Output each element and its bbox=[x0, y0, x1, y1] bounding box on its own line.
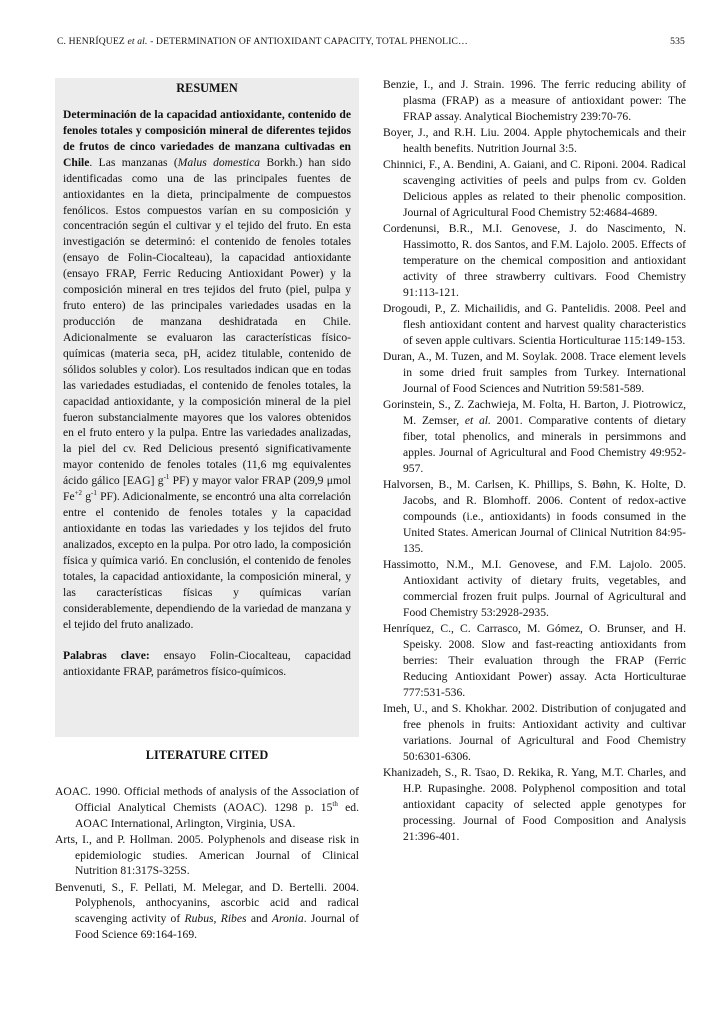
reference-item: Henríquez, C., C. Carrasco, M. Gómez, O. Brunser, and H. Speisky. 2008. Slow and fast-reacting antioxidants from berries: Their evaluation through the FRAP (Ferric Reducing Antioxidant Power) assay. Acta Horticulturae 777:531-536. bbox=[383, 622, 686, 699]
abstract-heading: RESUMEN bbox=[176, 81, 238, 95]
reference-text: 2001. Comparative contents of dietary fiber, total phenolics, and minerals in persimmons and apples. Journal of Agricultural and Food Chemistry 49:952-957. bbox=[403, 414, 686, 476]
abstract-text: g bbox=[82, 490, 92, 504]
reference-text: and bbox=[246, 912, 272, 926]
reference-item: Drogoudi, P., Z. Michailidis, and G. Pantelidis. 2008. Peel and flesh antioxidant content and harvest quality characteristics of seven apple cultivars. Scientia Horticulturae 115:149-153. bbox=[383, 302, 686, 348]
reference-item: Imeh, U., and S. Khokhar. 2002. Distribution of conjugated and free phenols in fruits: Antioxidant activity and cultivar variations. Journal of Agricultural and Food Chemistry 50:6301-6306. bbox=[383, 702, 686, 763]
reference-text: ed. AOAC International, Arlington, Virginia, USA. bbox=[75, 800, 359, 830]
reference-text: . Journal of Food Science 69:164-169. bbox=[75, 912, 360, 942]
reference-item bbox=[55, 784, 359, 831]
abstract-species: Malus domestica bbox=[177, 155, 261, 169]
abstract-text: Borkh.) han sido identificadas como una de las principales fuentes de antioxidantes en la dieta, principalmente de compuestos fenólicos. Estos compuestos varían en su composición y concentración según el cultivar y el tejido del fruto. En esta investigación se determinó: el contenido de fenoles totales (ensayo de Folin-Ciocalteau), la capacidad antioxidante (ensayo FRAP, Ferric Reducing Antioxidant Power) y la composición mineral en tres tejidos del fruto (piel, pulpa y fruto entero) de las principales variedades usadas en la producción de manzana deshidratada en Chile. Adicionalmente se evaluaron las características físico-químicas (materia seca, pH, acidez titulable, contenido de sólidos solubles y color). Los resultados indican que en todas las variedades estudiadas, el contenido de fenoles totales, la capacidad antioxidante, y la composición mineral de la piel fueron substancialmente mayores que los valores obtenidos en el fruto entero y la pulpa. Entre las variedades analizadas, la piel del cv. Red Delicious presentó significativamente mayor contenido de fenoles totales (11,6 mg equivalentes ácido gálico [EAG] g bbox=[63, 155, 351, 488]
keywords-label: Palabras clave: bbox=[63, 649, 150, 663]
abstract-superscript: -1 bbox=[91, 489, 97, 498]
reference-item: Hassimotto, N.M., M.I. Genovese, and F.M. Lajolo. 2005. Antioxidant activity of dietary fruits, vegetables, and commercial frozen fruit pulps. Journal of Agricultural and Food Chemistry 53:2928-2935. bbox=[383, 558, 686, 620]
reference-item: Chinnici, F., A. Bendini, A. Gaiani, and C. Riponi. 2004. Radical scavenging activities of peels and pulps from cv. Golden Delicious apples as related to their phenolic composition. Journal of Agricultural Food Chemistry 52:4684-4689. bbox=[383, 158, 686, 220]
abstract-text: PF) y mayor valor FRAP (209,9 μmol Fe bbox=[63, 474, 351, 504]
running-head-authors: C. HENRÍQUEZ bbox=[57, 36, 125, 47]
reference-text: Gorinstein, S., Z. Zachwieja, M. Folta, H. Barton, J. Piotrowicz, M. Zemser, bbox=[383, 398, 686, 428]
reference-item: Duran, A., M. Tuzen, and M. Soylak. 2008. Trace element levels in some dried fruit samples from Turkey. International Journal of Food Sciences and Nutrition 59:581-589. bbox=[383, 350, 686, 396]
running-head-title bbox=[57, 36, 468, 47]
running-head-etal: et al. bbox=[127, 36, 148, 47]
reference-italic: Ribes bbox=[220, 912, 247, 926]
right-column bbox=[383, 77, 686, 845]
reference-item bbox=[383, 397, 686, 477]
running-head bbox=[57, 36, 685, 52]
keywords bbox=[63, 648, 351, 680]
abstract-superscript: +2 bbox=[74, 489, 83, 498]
abstract-text: PF). Adicionalmente, se encontró una alta correlación entre el contenido de fenoles totales y la capacidad antioxidante en todas las variedades y los tejidos del fruto analizados, excepto en la pulpa. Por otro lado, la composición física y química varió. En conclusión, el contenido de fenoles totales, la capacidad antioxidante, la composición mineral, y las características físicas y químicas varían considerablemente, dependiendo de la variedad de manzana y el tejido del fruto analizado. bbox=[63, 490, 351, 631]
abstract-text: . Las manzanas ( bbox=[89, 155, 178, 169]
reference-text: Benvenuti, S., F. Pellati, M. Melegar, and D. Bertelli. 2004. Polyphenols, anthocyanins, ascorbic acid and radical scavenging activity of bbox=[55, 880, 359, 926]
reference-item: Khanizadeh, S., R. Tsao, D. Rekika, R. Yang, M.T. Charles, and H.P. Rupasinghe. 2008. Polyphenol composition and total antioxidant capacity of selected apple genotypes for processing. Journal of Food Composition and Analysis 21:396-401. bbox=[383, 766, 686, 843]
reference-superscript: th bbox=[332, 799, 338, 808]
reference-item bbox=[55, 880, 359, 943]
left-column bbox=[55, 78, 359, 943]
reference-italic: Aronia bbox=[271, 912, 304, 926]
keywords-text: ensayo Folin-Ciocalteau, capacidad antioxidante FRAP, parámetros físico-químicos. bbox=[63, 649, 351, 679]
reference-item: Arts, I., and P. Hollman. 2005. Polyphenols and disease risk in epidemiologic studies. American Journal of Clinical Nutrition 81:317S-325S. bbox=[55, 832, 359, 878]
literature-cited-heading: LITERATURE CITED bbox=[145, 748, 269, 762]
reference-text: , bbox=[213, 912, 221, 926]
reference-item: Halvorsen, B., M. Carlsen, K. Phillips, S. Bøhn, K. Holte, D. Jacobs, and R. Blomhoff. 2006. Content of redox-active compounds (i.e., antioxidants) in foods consumed in the United States. American Journal of Clinical Nutrition 84:95-135. bbox=[383, 478, 686, 556]
reference-text: AOAC. 1990. Official methods of analysis of the Association of Official Analytical Chemists (AOAC). 1298 p. 15 bbox=[55, 785, 359, 814]
running-head-article-title: - DETERMINATION OF ANTIOXIDANT CAPACITY, TOTAL PHENOLIC… bbox=[147, 36, 468, 47]
reference-item: Boyer, J., and R.H. Liu. 2004. Apple phytochemicals and their health benefits. Nutrition Journal 3:5. bbox=[383, 126, 686, 156]
abstract-superscript: -1 bbox=[163, 473, 170, 482]
abstract-bold-title: Determinación de la capacidad antioxidante, contenido de fenoles totales y composición mineral de diferentes tejidos de frutos de cinco variedades de manzana cultivadas en Chile bbox=[63, 108, 351, 169]
reference-italic: et al. bbox=[464, 414, 491, 428]
reference-item: Cordenunsi, B.R., M.I. Genovese, J. do Nascimento, N. Hassimotto, R. dos Santos, and F.M. Lajolo. 2005. Effects of temperature on the chemical composition and antioxidant activity of three strawberry cultivars. Food Chemistry 91:113-121. bbox=[383, 222, 686, 299]
abstract-box bbox=[55, 78, 359, 737]
reference-italic: Rubus bbox=[184, 912, 214, 926]
reference-item: Benzie, I., and J. Strain. 1996. The ferric reducing ability of plasma (FRAP) as a measure of antioxidant power: The FRAP assay. Analytical Biochemistry 239:70-76. bbox=[383, 78, 686, 123]
page-number: 535 bbox=[670, 36, 685, 47]
abstract-paragraph bbox=[63, 107, 351, 632]
